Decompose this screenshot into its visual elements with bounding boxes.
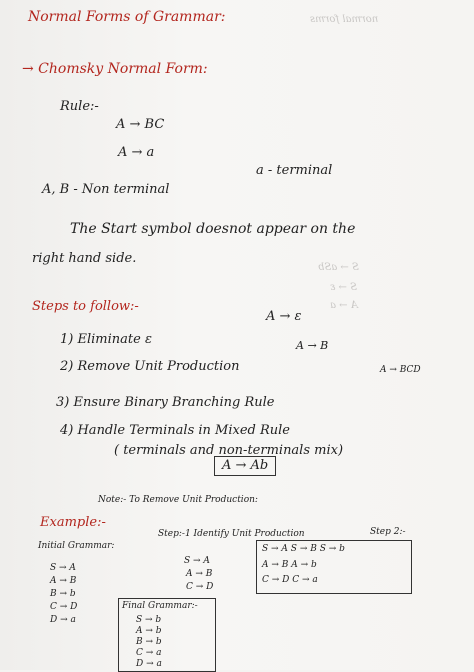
step-4-note: ( terminals and non-terminals mix) [114, 443, 344, 458]
step1-rule-2: A → B [186, 569, 213, 579]
rule-line-2: A → a [118, 145, 155, 160]
step1-rule-3: C → D [186, 582, 214, 592]
bleed-through-1: normal forms [310, 14, 379, 25]
steps-example-1: A → ε [266, 309, 302, 324]
initial-rule-2: A → B [50, 576, 77, 586]
final-rule-5: D → a [136, 659, 162, 669]
final-rule-3: B → b [136, 637, 162, 647]
step1-title: Step:-1 Identify Unit Production [158, 529, 305, 539]
example-note: Note:- To Remove Unit Production: [98, 495, 258, 505]
final-grammar-title: Final Grammar:- [122, 601, 198, 611]
final-rule-2: A → b [136, 626, 162, 636]
start-symbol-note-2: right hand side. [32, 251, 137, 266]
step-4: 4) Handle Terminals in Mixed Rule [60, 423, 291, 438]
bleed-through-4: A → a [330, 300, 358, 311]
step-1: 1) Eliminate ε [60, 332, 152, 347]
step2-rule-2: A → B A → b [262, 560, 317, 570]
step2-rule-3: C → D C → a [262, 575, 318, 585]
rule-line-1: A → BC [116, 117, 165, 132]
rule-label: Rule:- [60, 99, 99, 114]
steps-heading: Steps to follow:- [32, 299, 139, 314]
initial-rule-4: C → D [50, 602, 78, 612]
terminal-note: a - terminal [256, 163, 333, 178]
non-terminal-note: A, B - Non terminal [42, 182, 170, 197]
steps-example-3: A → BCD [380, 365, 421, 375]
section-title: → Chomsky Normal Form: [22, 61, 208, 77]
initial-grammar-title: Initial Grammar: [38, 541, 115, 551]
initial-rule-1: S → A [50, 563, 76, 573]
example-heading: Example:- [40, 515, 106, 530]
step1-rule-1: S → A [184, 556, 210, 566]
page-heading: Normal Forms of Grammar: [28, 9, 226, 25]
bleed-through-3: S → ε [330, 282, 357, 293]
step-2: 2) Remove Unit Production [60, 359, 240, 374]
initial-rule-3: B → b [50, 589, 76, 599]
step2-rule-1: S → A S → B S → b [262, 544, 345, 554]
start-symbol-note-1: The Start symbol doesnot appear on the [70, 221, 356, 237]
bleed-through-2: S → aSb [318, 262, 359, 273]
final-rule-1: S → b [136, 615, 162, 625]
initial-rule-5: D → a [50, 615, 76, 625]
a-ab-text: A → Ab [222, 458, 269, 473]
steps-example-2: A → B [296, 339, 329, 352]
step-3: 3) Ensure Binary Branching Rule [56, 395, 275, 410]
final-rule-4: C → a [136, 648, 162, 658]
step2-label: Step 2:- [370, 527, 406, 537]
